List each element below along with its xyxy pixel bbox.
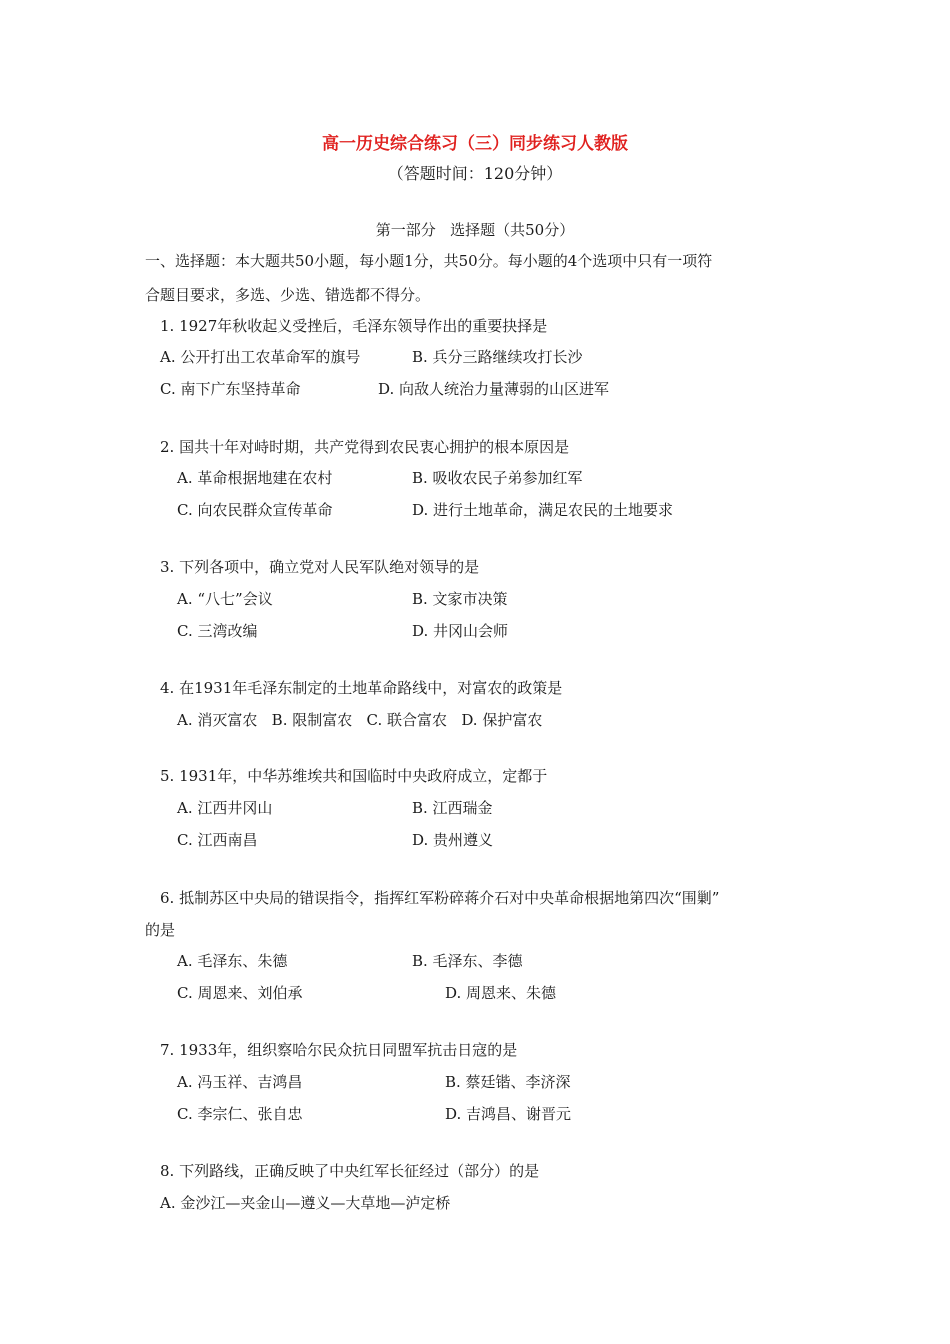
option-b: B. 江西瑞金: [412, 799, 493, 817]
option-c: C. 江西南昌: [177, 831, 258, 849]
question-stem-continued: 的是: [145, 921, 176, 939]
question-stem: 2. 国共十年对峙时期，共产党得到农民衷心拥护的根本原因是: [160, 438, 570, 456]
question-stem: 3. 下列各项中，确立党对人民军队绝对领导的是: [160, 558, 480, 576]
option-b: B. 兵分三路继续攻打长沙: [412, 348, 583, 366]
option-d: D. 进行土地革命，满足农民的土地要求: [412, 501, 674, 519]
document-title: 高一历史综合练习（三）同步练习人教版: [322, 134, 628, 154]
question-stem: 5. 1931年，中华苏维埃共和国临时中央政府成立，定都于: [160, 767, 548, 785]
option-c: C. 向农民群众宣传革命: [177, 501, 333, 519]
instructions-line-1: 一、选择题：本大题共50小题，每小题1分，共50分。每小题的4个选项中只有一项符: [145, 252, 713, 270]
option-b: B. 毛泽东、李德: [412, 952, 523, 970]
question-stem: 1. 1927年秋收起义受挫后，毛泽东领导作出的重要抉择是: [160, 317, 548, 335]
question-stem: 6. 抵制苏区中央局的错误指令，指挥红军粉碎蒋介石对中央革命根据地第四次“围剿”: [160, 889, 720, 907]
option-a: A. 公开打出工农革命军的旗号: [160, 348, 361, 366]
option-d: D. 吉鸿昌、谢晋元: [445, 1105, 572, 1123]
option-d: D. 周恩来、朱德: [445, 984, 557, 1002]
option-d: D. 向敌人统治力量薄弱的山区进军: [378, 380, 610, 398]
instructions-line-2: 合题目要求，多选、少选、错选都不得分。: [145, 286, 431, 304]
option-c: C. 周恩来、刘伯承: [177, 984, 303, 1002]
answer-time: （答题时间：120分钟）: [387, 164, 563, 183]
option-c: C. 李宗仁、张自忠: [177, 1105, 303, 1123]
options-inline: A. 消灭富农 B. 限制富农 C. 联合富农 D. 保护富农: [177, 711, 543, 729]
section-title: 第一部分 选择题（共50分）: [375, 221, 575, 239]
question-stem: 4. 在1931年毛泽东制定的土地革命路线中，对富农的政策是: [160, 679, 563, 697]
option-a: A. 金沙江—夹金山—遵义—大草地—泸定桥: [160, 1194, 451, 1212]
option-a: A. “八七”会议: [177, 590, 273, 608]
option-a: A. 毛泽东、朱德: [177, 952, 288, 970]
option-d: D. 贵州遵义: [412, 831, 494, 849]
option-a: A. 江西井冈山: [177, 799, 273, 817]
option-d: D. 井冈山会师: [412, 622, 509, 640]
option-c: C. 三湾改编: [177, 622, 258, 640]
option-b: B. 吸收农民子弟参加红军: [412, 469, 583, 487]
option-c: C. 南下广东坚持革命: [160, 380, 301, 398]
option-a: A. 革命根据地建在农村: [177, 469, 333, 487]
question-stem: 8. 下列路线，正确反映了中央红军长征经过（部分）的是: [160, 1162, 540, 1180]
option-b: B. 蔡廷锴、李济深: [445, 1073, 571, 1091]
question-stem: 7. 1933年，组织察哈尔民众抗日同盟军抗击日寇的是: [160, 1041, 518, 1059]
option-a: A. 冯玉祥、吉鸿昌: [177, 1073, 303, 1091]
option-b: B. 文家市决策: [412, 590, 508, 608]
